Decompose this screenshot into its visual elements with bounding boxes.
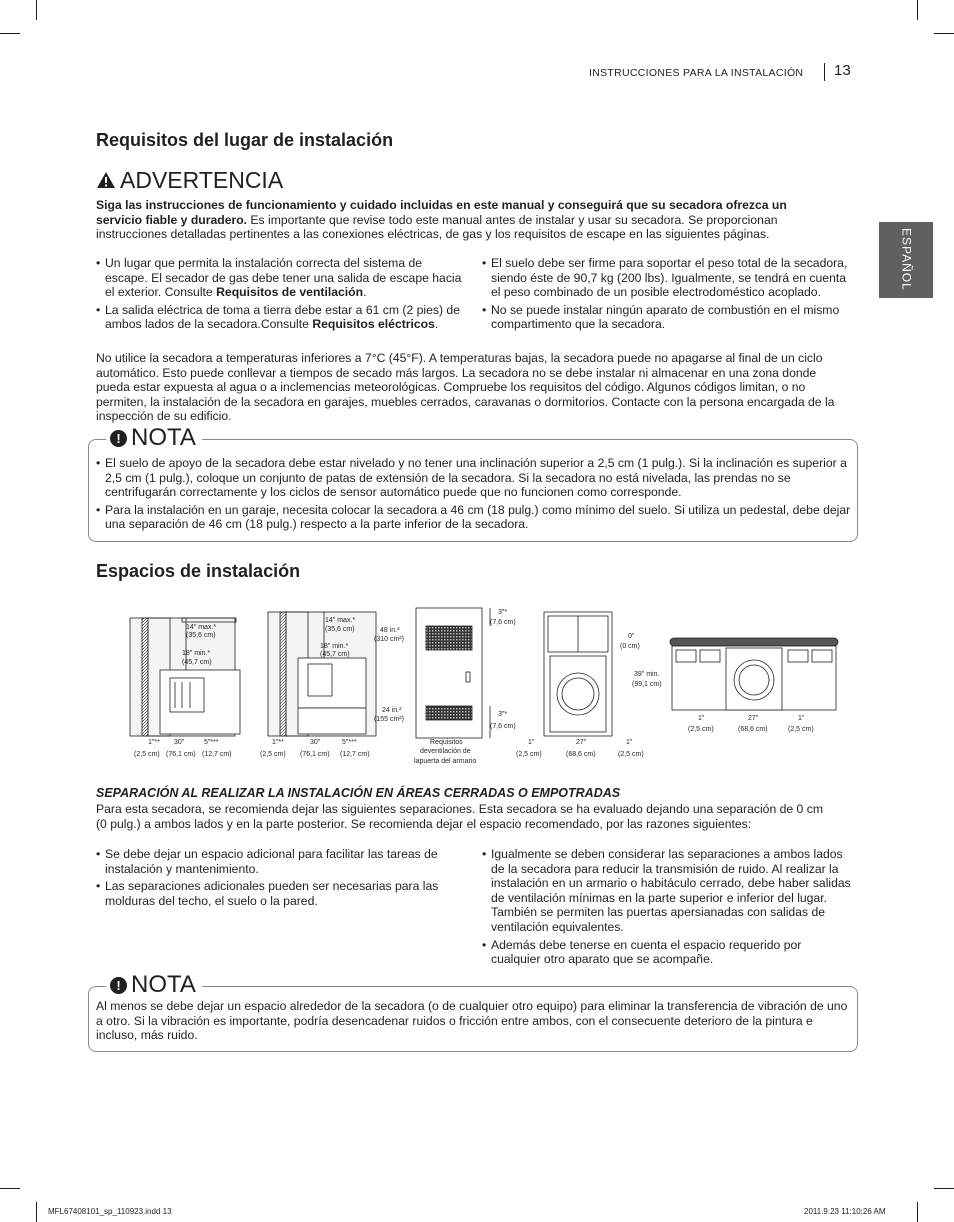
dim-label: 0": [628, 633, 635, 640]
caption: deventilación de: [420, 748, 471, 755]
dim-label: (45,7 cm): [320, 651, 350, 658]
dim-label: 1": [528, 739, 535, 746]
diagram-closet-front: [544, 612, 612, 736]
crop-mark: [934, 33, 954, 34]
dim-label: 27": [748, 715, 759, 722]
list-item: • Para la instalación en un garaje, necesita colocar la secadora a 46 cm (18 pulg.) como mínimo del suelo. Si utiliza un pedestal, debe dejar una separación de 46 cm (18 pulg.) respecto a la parte inferior de la secadora.: [96, 503, 852, 532]
note-list: [96, 456, 852, 535]
dim-label: (7,6 cm): [490, 723, 516, 730]
dim-label: (2,5 cm): [516, 751, 542, 758]
spaces-left-list: [96, 847, 462, 911]
header-divider: [824, 63, 825, 81]
dim-label: 27": [576, 739, 587, 746]
dim-label: 1": [798, 715, 805, 722]
dim-label: 3"*: [498, 609, 508, 616]
list-item: • No se puede instalar ningún aparato de combustión en el mismo compartimento que la secadora.: [482, 303, 852, 332]
dim-label: (2,5 cm): [688, 726, 714, 733]
dim-label: (12,7 cm): [202, 751, 232, 758]
page-number: 13: [834, 62, 851, 79]
site-left-list: [96, 256, 462, 335]
dim-label: 1": [698, 715, 705, 722]
dim-label: (35,6 cm): [186, 632, 216, 639]
list-item: • Se debe dejar un espacio adicional para facilitar las tareas de instalación y mantenimiento.: [96, 847, 462, 876]
note-text: Al menos se debe dejar un espacio alrededor de la secadora (o de cualquier otro equipo) para eliminar la transferencia de vibración de uno a otro. Si la vibración es importante, podría desencadenar ruidos o fricción entre ambos, con el consecuente deterioro de la pintura e incluso, más ruido.: [96, 999, 848, 1043]
section-heading: Requisitos del lugar de instalación: [96, 130, 394, 150]
dim-label: (76,1 cm): [166, 751, 196, 758]
crop-mark: [0, 1188, 20, 1189]
list-item: • El suelo debe ser firme para soportar el peso total de la secadora, siendo éste de 90,7 kg (200 lbs). Igualmente, se tendrá en cuenta el peso combinado de un posible electrodoméstico acoplado.: [482, 256, 852, 300]
spaces-right-list: [482, 847, 854, 970]
exclamation-icon: !: [110, 430, 127, 447]
caption: Requisitos: [430, 739, 463, 746]
dim-label: (2,5 cm): [134, 751, 160, 758]
dim-label: 14" max.*: [186, 624, 217, 631]
language-tab: ESPAÑOL: [879, 222, 933, 298]
dim-label: (2,5 cm): [618, 751, 644, 758]
crop-mark: [917, 0, 918, 20]
diagram-cabinet-pedestal: [268, 612, 376, 736]
diagram-closet-door: [416, 608, 490, 738]
intro-paragraph: Para esta secadora, se recomienda dejar las siguientes separaciones. Esta secadora se ha evaluado dejando una separación de 0 cm (0 pulg.) a ambos lados y en la parte posterior. Se recomienda dejar el espacio recomendado, por las razones siguientes:: [96, 802, 823, 831]
dim-label: (76,1 cm): [300, 751, 330, 758]
dim-label: 14" max.*: [325, 617, 356, 624]
crop-mark: [917, 1202, 918, 1222]
crop-mark: [36, 1202, 37, 1222]
dim-label: (45,7 cm): [182, 659, 212, 666]
dim-label: 5"***: [204, 739, 219, 746]
dim-label: 48 in.²: [380, 627, 400, 634]
list-item: • Igualmente se deben considerar las separaciones a ambos lados de la secadora para reducir la transmisión de ruido. Al realizar la instalación en un armario o habitáculo cerrado, debe haber salidas de ventilación mínimas en la parte superior e inferior del lugar. También se permiten las puertas apersianadas con salidas de ventilación equivalentes.: [482, 847, 854, 935]
dim-label: (99,1 cm): [632, 681, 662, 688]
list-item: • La salida eléctrica de toma a tierra debe estar a 61 cm (2 pies) de ambos lados de la secadora.Consulte Requisitos eléctricos.: [96, 303, 462, 332]
note-title: ! NOTA: [106, 972, 202, 998]
site-right-list: [482, 256, 852, 335]
dim-label: (310 cm²): [374, 636, 404, 643]
list-item: • Además debe tenerse en cuenta el espacio requerido por cualquier otro aparato que se acompañe.: [482, 938, 854, 967]
list-item: • El suelo de apoyo de la secadora debe estar nivelado y no tener una inclinación superior a 2,5 cm (1 pulg.). Si la inclinación es superior a 2,5 cm (1 pulg.), coloque un conjunto de patas de extensión de la secadora. Si la secadora no está nivelada, las prendas no se centrifugarán correctamente y los ciclos de sensor automático puede que no funcionen como corresponde.: [96, 456, 852, 500]
dim-label: (35,6 cm): [325, 626, 355, 633]
note-title: ! NOTA: [106, 425, 202, 451]
dim-label: 1"**: [148, 739, 160, 746]
warning-icon: [96, 171, 116, 189]
dim-label: 30": [310, 739, 321, 746]
clearance-diagrams: [120, 600, 840, 770]
crop-mark: [36, 0, 37, 20]
exclamation-icon: !: [110, 977, 127, 994]
dim-label: 18" min.*: [182, 650, 211, 657]
diagram-under-counter: [670, 638, 838, 710]
dim-label: 18" min.*: [320, 643, 349, 650]
dim-label: 3"*: [498, 711, 508, 718]
temperature-paragraph: No utilice la secadora a temperaturas inferiores a 7°C (45°F). A temperaturas bajas, la secadora puede no apagarse al final de un ciclo automático. Esto puede conllevar a tiempos de secado más largos. La secadora no se debe instalar ni almacenar en una zona donde pueda estar expuesta al agua o a inclemencias meteorológicas. Compruebe los requisitos del código. Algunos códigos limitan, o no permiten, la instalación de la secadora en garajes, muebles cerrados, caravanas o dormitorios. Contacte con la persona encargada de la inspección de su edificio.: [96, 351, 835, 424]
dim-label: (2,5 cm): [788, 726, 814, 733]
dim-label: (0 cm): [620, 643, 640, 650]
crop-mark: [0, 33, 20, 34]
dim-label: 30": [174, 739, 185, 746]
dim-label: 5"***: [342, 739, 357, 746]
dim-label: 1": [626, 739, 633, 746]
warning-title: ADVERTENCIA: [96, 167, 283, 193]
dim-label: (7,6 cm): [490, 619, 516, 626]
dim-label: (68,6 cm): [566, 751, 596, 758]
dim-label: (68,6 cm): [738, 726, 768, 733]
dim-label: 24 in.²: [382, 707, 402, 714]
footer-date: 2011.9.23 11:10:26 AM: [804, 1207, 886, 1216]
list-item: • Las separaciones adicionales pueden ser necesarias para las molduras del techo, el suelo o la pared.: [96, 879, 462, 908]
dim-label: 39" min.: [634, 671, 660, 678]
caption: lapuerta del armario: [414, 758, 477, 765]
warning-text: Siga las instrucciones de funcionamiento y cuidado incluidas en este manual y conseguirá que su secadora ofrezca un servicio fiable y duradero. Es importante que revise todo este manual antes de instalar y usar su secadora. Se proporcionan instrucciones detalladas pertinentes a las conexiones eléctricas, de gas y los requisitos de escape en las siguientes páginas.: [96, 198, 787, 242]
section-heading: Espacios de instalación: [96, 561, 301, 581]
crop-mark: [934, 1188, 954, 1189]
diagram-cabinet-stack: [130, 618, 240, 736]
running-header: INSTRUCCIONES PARA LA INSTALACIÓN: [589, 67, 804, 79]
dim-label: (2,5 cm): [260, 751, 286, 758]
dim-label: (155 cm²): [374, 716, 404, 723]
dim-label: (12,7 cm): [340, 751, 370, 758]
footer-file: MFL67408101_sp_110923.indd 13: [48, 1207, 172, 1216]
subheading: SEPARACIÓN AL REALIZAR LA INSTALACIÓN EN ÁREAS CERRADAS O EMPOTRADAS: [96, 786, 621, 800]
dim-label: 1"**: [272, 739, 284, 746]
list-item: • Un lugar que permita la instalación correcta del sistema de escape. El secador de gas debe tener una salida de escape hacia el exterior. Consulte Requisitos de ventilación.: [96, 256, 462, 300]
